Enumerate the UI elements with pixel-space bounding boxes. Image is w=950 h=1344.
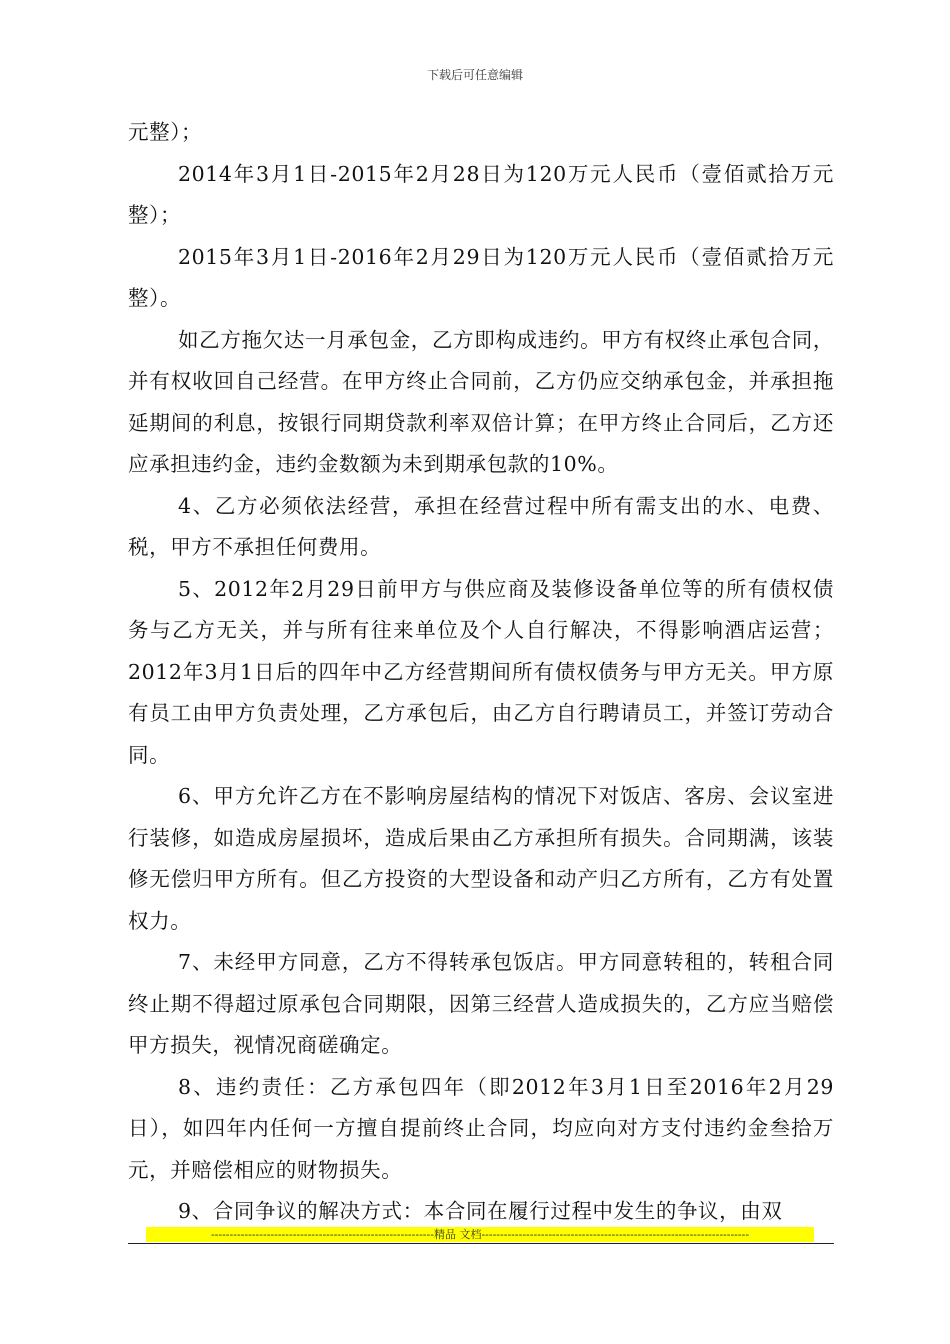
paragraph-2: 2014年3月1日-2015年2月28日为120万元人民币（壹佰贰拾万元整）； — [128, 161, 834, 227]
footer-divider — [128, 1243, 834, 1244]
footer-watermark-band: ------------------------------------------------------------精品 文档------------------------------------------------------------------------ — [146, 1227, 814, 1242]
paragraph-8: 7、未经甲方同意，乙方不得转承包饭店。甲方同意转租的，转租合同终止期不得超过原承包合同期限，因第三经营人造成损失的，乙方应当赔偿甲方损失，视情况商磋确定。 — [128, 950, 834, 1057]
paragraph-7: 6、甲方允许乙方在不影响房屋结构的情况下对饭店、客房、会议室进行装修，如造成房屋损坏，造成后果由乙方承担所有损失。合同期满，该装修无偿归甲方所有。但乙方投资的大型设备和动产归乙方所有，乙方有处置权力。 — [128, 784, 834, 933]
document-body — [128, 112, 834, 1233]
paragraph-3: 2015年3月1日-2016年2月29日为120万元人民币（壹佰贰拾万元整）。 — [128, 244, 834, 310]
paragraph-6: 5、2012年2月29日前甲方与供应商及装修设备单位等的所有债权债务与乙方无关，并与所有往来单位及个人自行解决，不得影响酒店运营；2012年3月1日后的四年中乙方经营期间所有债权债务与甲方无关。甲方原有员工由甲方负责处理，乙方承包后，由乙方自行聘请员工，并签订劳动合同。 — [128, 576, 834, 767]
paragraph-9: 8、违约责任：乙方承包四年（即2012年3月1日至2016年2月29日），如四年内任何一方擅自提前终止合同，均应向对方支付违约金叁拾万元，并赔偿相应的财物损失。 — [128, 1074, 834, 1182]
page-header: 下载后可任意编辑 — [426, 68, 523, 82]
paragraph-1: 元整）； — [128, 120, 203, 144]
paragraph-5: 4、乙方必须依法经营，承担在经营过程中所有需支出的水、电费、税，甲方不承担任何费用。 — [128, 493, 834, 559]
paragraph-10: 9、合同争议的解决方式：本合同在履行过程中发生的争议，由双 — [178, 1199, 783, 1223]
paragraph-4: 如乙方拖欠达一月承包金，乙方即构成违约。甲方有权终止承包合同，并有权收回自己经营。在甲方终止合同前，乙方仍应交纳承包金，并承担拖延期间的利息，按银行同期贷款利率双倍计算；在甲方终止合同后，乙方还应承担违约金，违约金数额为未到期承包款的10%。 — [128, 327, 834, 476]
